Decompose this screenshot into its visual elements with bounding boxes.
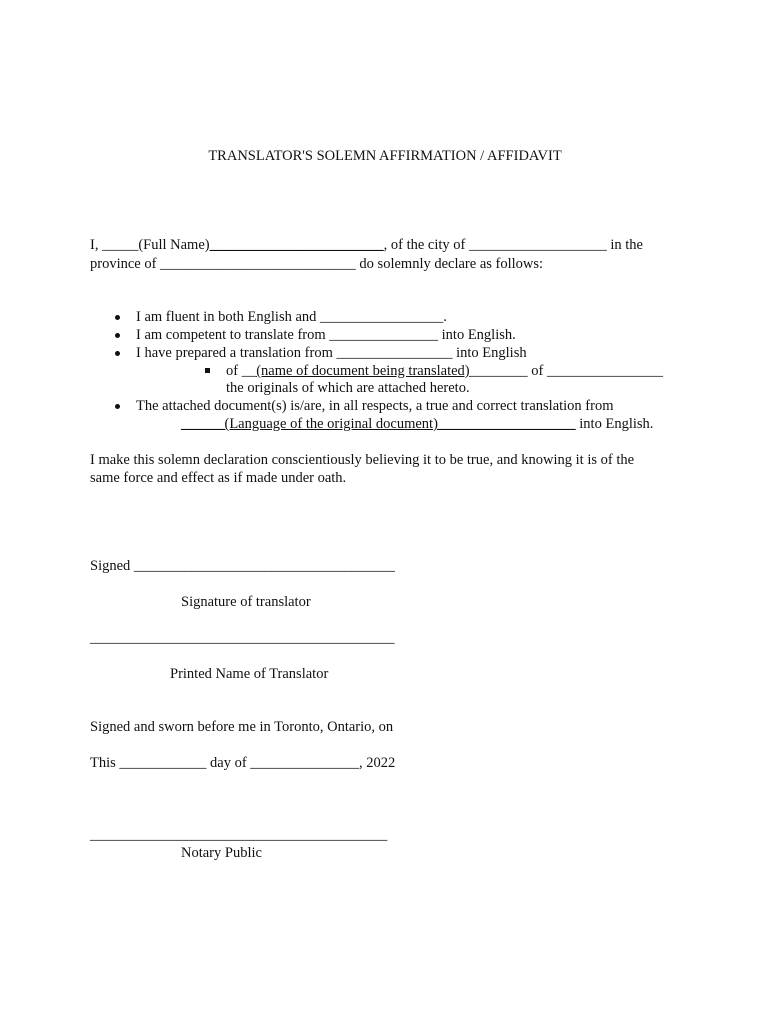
signed-line: Signed ____________________________________ <box>90 558 395 574</box>
document-title: TRANSLATOR'S SOLEMN AFFIRMATION / AFFIDAVIT <box>208 148 562 164</box>
sub-bullet-continuation: the originals of which are attached hereto. <box>226 380 470 396</box>
declaration-line-2: same force and effect as if made under oath. <box>90 470 347 486</box>
intro-line-1 <box>90 236 643 254</box>
bullet-marker <box>115 333 120 338</box>
intro-line-2: province of ___________________________ do solemnly declare as follows: <box>90 256 544 272</box>
notary-caption: Notary Public <box>181 845 262 861</box>
signature-caption: Signature of translator <box>181 594 311 610</box>
bullet-item-fluent: I am fluent in both English and _________________. <box>136 309 447 325</box>
sub-bullet-document-line <box>226 362 663 380</box>
bullet-marker <box>115 351 120 356</box>
printed-name-line: __________________________________________ <box>90 630 395 646</box>
declaration-line-1: I make this solemn declaration conscientiously believing it to be true, and knowing it is of the <box>90 452 635 468</box>
square-bullet-marker <box>205 368 210 373</box>
sub-bullet-document-name: (name of document being translated) <box>256 363 470 379</box>
sworn-date-line: This ____________ day of _______________, 2022 <box>90 755 396 771</box>
language-original-blank: ______(Language of the original document)___________________ <box>181 416 576 432</box>
notary-line: _________________________________________ <box>90 827 388 843</box>
printed-name-caption: Printed Name of Translator <box>170 666 329 682</box>
bullet-marker <box>115 315 120 320</box>
intro-full-name-blank: ________________________ <box>209 237 384 253</box>
bullet-item-prepared: I have prepared a translation from ________________ into English <box>136 345 527 361</box>
into-english-text: into English. <box>575 416 654 432</box>
sub-bullet-of-blank: ________ of ________________ <box>469 363 663 379</box>
bullet-marker <box>115 404 120 409</box>
sub-bullet-of-text: of __ <box>226 363 257 379</box>
sworn-line: Signed and sworn before me in Toronto, Ontario, on <box>90 719 394 735</box>
bullet-item-competent: I am competent to translate from _______________ into English. <box>136 327 516 343</box>
bullet-item-attached: The attached document(s) is/are, in all respects, a true and correct translation from <box>136 398 614 414</box>
intro-city-text: , of the city of ___________________ in the <box>383 237 643 253</box>
bullet-item-language-line <box>181 415 653 433</box>
intro-full-name-label: I, _____(Full Name) <box>90 237 210 253</box>
